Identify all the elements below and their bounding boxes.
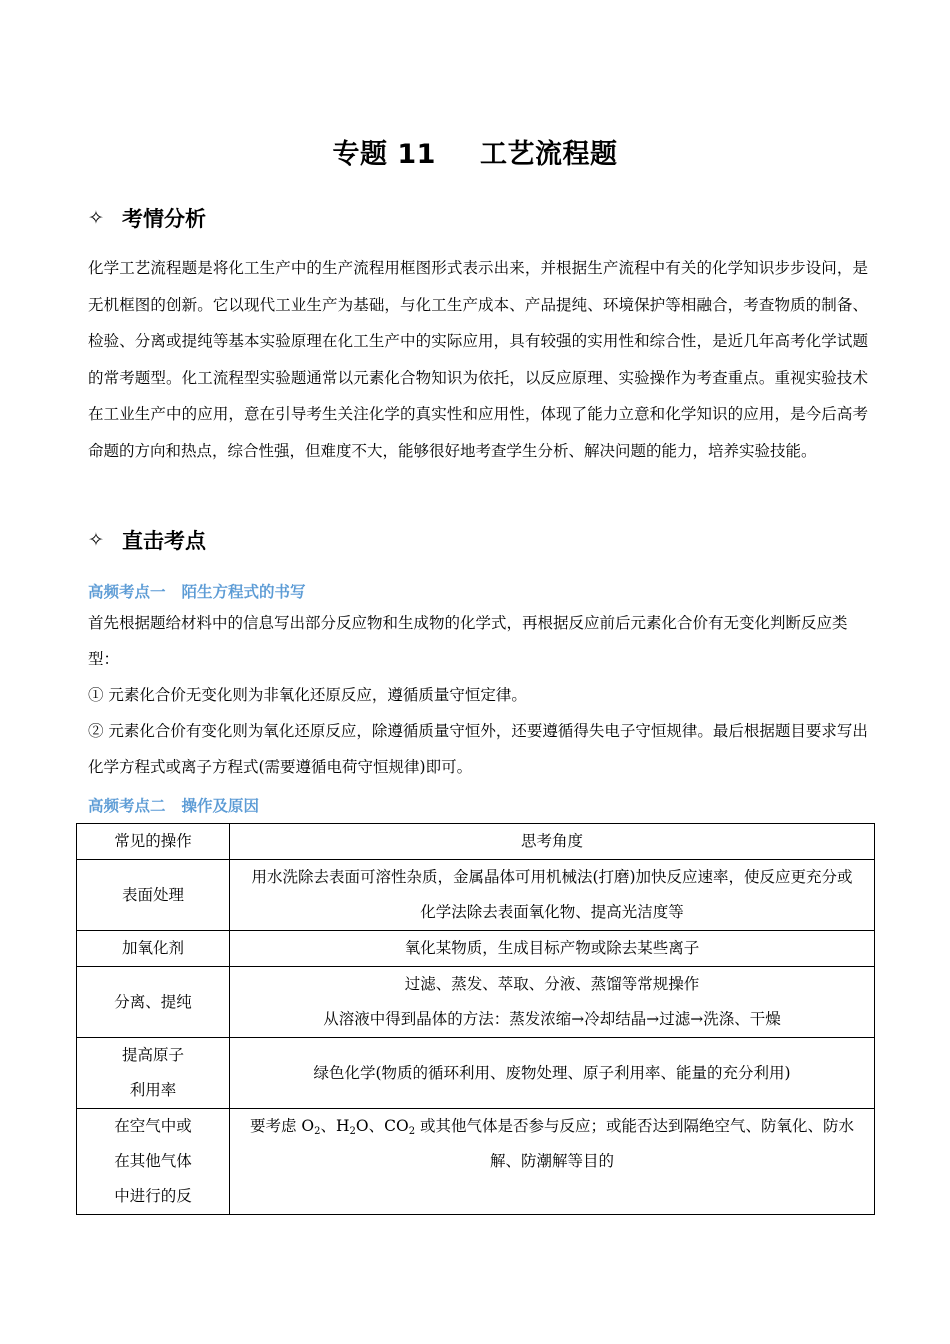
table-cell-op [77, 1109, 230, 1215]
table-cell-desc [230, 1109, 875, 1215]
table-cell-desc: 氧化某物质，生成目标产物或除去某些离子 [230, 931, 875, 967]
section-heading-analysis [88, 203, 206, 233]
point1-lead: 首先根据题给材料中的信息写出部分反应物和生成物的化学式，再根据反应前后元素化合价有无变化判断反应类型： [88, 614, 848, 668]
op-line: 在空气中或 [114, 1117, 192, 1135]
subscript: 2 [349, 1126, 356, 1137]
table-cell-desc [230, 967, 875, 1038]
point2-title: 操作及原因 [181, 797, 260, 815]
desc-line: 从溶液中得到晶体的方法：蒸发浓缩→冷却结晶→过滤→洗涤、干燥 [323, 1010, 781, 1028]
title-main: 工艺流程题 [479, 139, 618, 170]
desc-text: 要考虑 O [249, 1117, 315, 1135]
table-row [77, 1038, 875, 1109]
point2-heading [88, 794, 259, 816]
intro-paragraph: 化学工艺流程题是将化工生产中的生产流程用框图形式表示出来，并根据生产流程中有关的化学知识步步设问，是无机框图的创新。它以现代工业生产为基础，与化工生产成本、产品提纯、环境保护等相融合，考查物质的制备、检验、分离或提纯等基本实验原理在化工生产中的实际应用，具有较强的实用性和综合性，是近几年高考化学试题的常考题型。化工流程型实验题通常以元素化合物知识为依托，以反应原理、实验操作为考查重点。重视实验技术在工业生产中的应用，意在引导考生关注化学的真实性和应用性，体现了能力立意和化学知识的应用，是今后高考命题的方向和热点，综合性强，但难度不大，能够很好地考查学生分析、解决问题的能力，培养实验技能。 [88, 259, 868, 460]
desc-line: 过滤、蒸发、萃取、分液、蒸馏等常规操作 [404, 975, 700, 993]
diamond-icon: ✧ [88, 207, 104, 229]
section-heading-points [88, 525, 206, 555]
desc-text: O、CO [355, 1117, 409, 1135]
table-header: 常见的操作 [77, 824, 230, 860]
title-prefix: 专题 11 [332, 139, 436, 170]
subscript: 2 [314, 1126, 321, 1137]
op-line: 在其他气体 [114, 1152, 192, 1170]
section-label: 直击考点 [122, 529, 206, 553]
point1-item1: ① 元素化合价无变化则为非氧化还原反应，遵循质量守恒定律。 [88, 686, 527, 704]
subscript: 2 [408, 1126, 416, 1137]
op-line: 中进行的反 [114, 1187, 192, 1205]
diamond-icon: ✧ [88, 529, 104, 551]
table-cell-op: 表面处理 [77, 860, 230, 931]
table-cell-desc: 用水洗除去表面可溶性杂质，金属晶体可用机械法(打磨)加快反应速率，使反应更充分或化学法除去表面氧化物、提高光洁度等 [230, 860, 875, 931]
table-row [77, 860, 875, 931]
op-line: 提高原子 [121, 1046, 184, 1064]
table-header-row [77, 824, 875, 860]
table-row [77, 1109, 875, 1215]
table-cell-op [77, 1038, 230, 1109]
point1-title: 陌生方程式的书写 [181, 583, 306, 601]
table-row [77, 967, 875, 1038]
table-cell-desc: 绿色化学(物质的循环利用、废物处理、原子利用率、能量的充分利用) [230, 1038, 875, 1109]
table-cell-op: 分离、提纯 [77, 967, 230, 1038]
section-label: 考情分析 [122, 207, 206, 231]
table-cell-op: 加氧化剂 [77, 931, 230, 967]
table-header: 思考角度 [230, 824, 875, 860]
table-row [77, 931, 875, 967]
op-line: 利用率 [129, 1081, 177, 1099]
desc-text: 、H [320, 1117, 350, 1135]
point1-item2: ② 元素化合价有变化则为氧化还原反应，除遵循质量守恒外，还要遵循得失电子守恒规律。最后根据题目要求写出化学方程式或离子方程式(需要遵循电荷守恒规律)即可。 [88, 722, 868, 776]
desc-text: 或其他气体是否参与反应；或能否达到隔绝空气、防氧化、防水解、防潮解等目的 [415, 1117, 854, 1170]
point1-tag: 高频考点一 [88, 583, 166, 601]
point2-tag: 高频考点二 [88, 797, 166, 815]
operations-table [76, 823, 875, 1215]
point1-heading [88, 580, 306, 602]
page-title [0, 132, 950, 171]
